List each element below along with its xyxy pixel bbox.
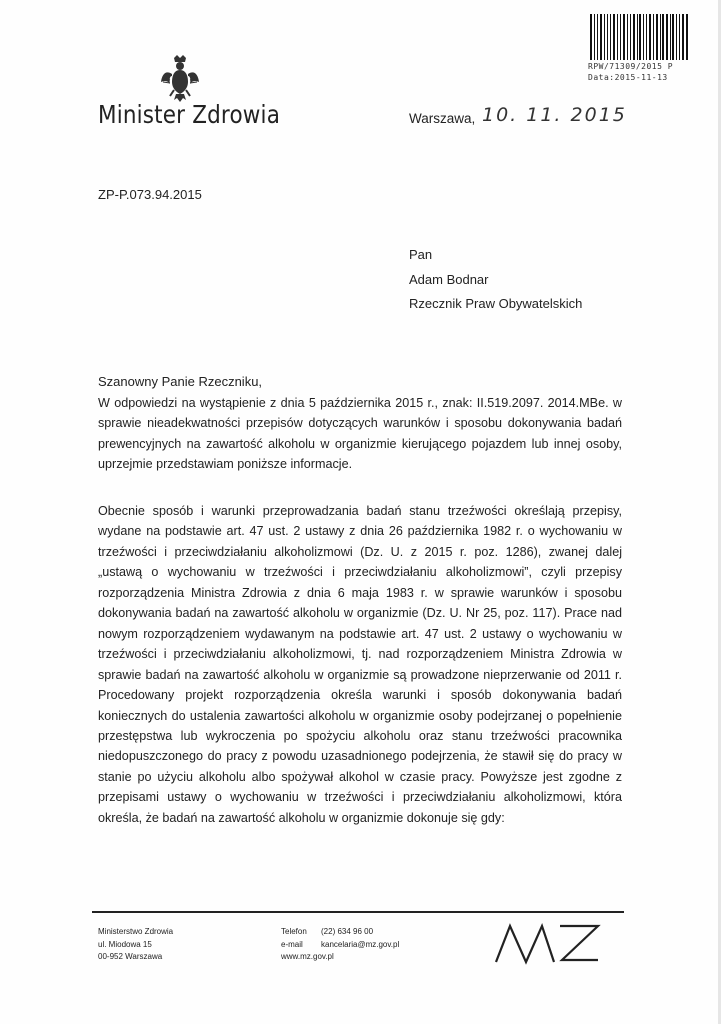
email-address[interactable]: kancelaria@mz.gov.pl	[321, 939, 400, 949]
phone-label: Telefon	[281, 927, 307, 936]
footer-address	[98, 926, 173, 964]
body-paragraph-2: Obecnie sposób i warunki przeprowadzania badań stanu trzeźwości określają przepisy, wydane na podstawie art. 47 ust. 2 ustawy z dnia 26 października 1982 r. o wychowaniu w trzeźwości i przeciwdziałaniu alkoholizmowi (Dz. U. z 2015 r. poz. 1286), zwanej dalej „ustawą o wychowaniu w trzeźwości i przeciwdziałaniu alkoholizmowi”, czyli przepisy rozporządzenia Ministra Zdrowia z dnia 6 maja 1983 r. w sprawie warunków i sposobu dokonywania badań na zawartość alkoholu w organizmie (Dz. U. Nr 25, poz. 117). Prace nad nowym rozporządzeniem wydawanym na podstawie art. 47 ust. 2 ustawy o wychowaniu w trzeźwości i przeciwdziałaniu alkoholizmowi, tj. nad rozporządzeniem Ministra Zdrowia w sprawie badań na zawartość alkoholu w organizmie są prowadzone nieprzerwanie od 2011 r. Procedowany projekt rozporządzenia określa warunki i sposób dokonywania badań koniecznych do ustalenia zawartości alkoholu w organizmie osoby podejrzanej o popełnienie przestępstwa lub wykroczenia po spożyciu alkoholu oraz stanu trzeźwości pracownika niedopuszczonego do pracy z powodu uzasadnionego podejrzenia, że stawił się do pracy w stanie po użyciu alkoholu albo spożywał alkohol w czasie pracy. Powyższe jest zgodne z przepisami ustawy o wychowaniu w trzeźwości i przeciwdziałaniu alkoholizmowi, która określa, że badań na zawartość alkoholu w organizmie dokonuje się gdy:	[98, 504, 622, 825]
mz-logo-icon	[494, 920, 604, 966]
ministry-name: Minister Zdrowia	[98, 100, 281, 129]
greeting: Szanowny Panie Rzeczniku,	[98, 374, 263, 389]
addressee-title: Rzecznik Praw Obywatelskich	[409, 296, 583, 311]
handwritten-date: 10. 11. 2015	[482, 104, 627, 126]
addressee-block	[409, 243, 582, 317]
footer-contact	[281, 926, 399, 964]
footer-org: Ministerstwo Zdrowia	[98, 927, 174, 936]
footer-street: ul. Miodowa 15	[98, 939, 152, 949]
addressee-name: Adam Bodnar	[409, 271, 489, 287]
barcode-registry-number: RPW/71309/2015 P	[588, 62, 674, 71]
city-label: Warszawa,	[409, 111, 476, 126]
barcode	[590, 14, 688, 60]
website-link[interactable]: www.mz.gov.pl	[281, 952, 334, 961]
footer-postal: 00-952 Warszawa	[98, 952, 163, 961]
reference-number: ZP-P.073.94.2015	[98, 187, 202, 202]
email-label: e-mail	[281, 939, 303, 949]
body-paragraph-1: W odpowiedzi na wystąpienie z dnia 5 października 2015 r., znak: II.519.2097. 2014.MBe. w sprawie nieadekwatności przepisów dotyczących warunków i sposobu dokonywania badań prewencyjnych na zawartość alkoholu w organizmie kierującego pojazdem lub innej osoby, uprzejmie przedstawiam poniższe informacje.	[98, 396, 622, 472]
eagle-emblem-icon	[160, 54, 200, 104]
phone-number: (22) 634 96 00	[321, 927, 374, 936]
addressee-salutation: Pan	[409, 247, 433, 262]
footer-divider	[92, 911, 624, 913]
barcode-date: Data:2015-11-13	[588, 73, 668, 82]
